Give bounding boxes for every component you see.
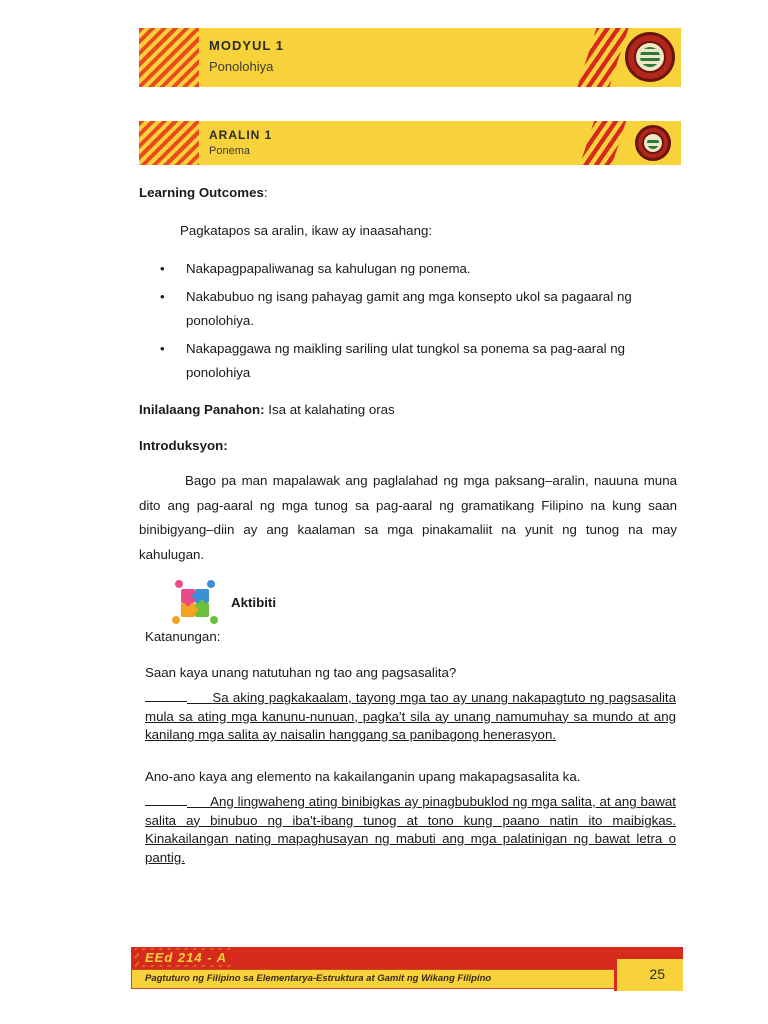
list-item: • Nakabubuo ng isang pahayag gamit ang mga konsepto ukol sa pagaaral ng ponolohiya. (160, 285, 678, 333)
introduksyon-heading: Introduksyon: (139, 438, 228, 453)
banner-red-stripes (578, 121, 628, 165)
question-1: Saan kaya unang natutuhan ng tao ang pagsasalita? (145, 665, 457, 680)
learning-outcomes-list (160, 257, 678, 389)
banner-red-stripes (575, 28, 630, 87)
learning-outcomes-heading (139, 183, 677, 202)
aralin-subtitle: Ponema (209, 145, 250, 157)
modyul-banner (139, 28, 681, 87)
puzzle-people-icon (170, 578, 220, 626)
learning-outcomes-label: Learning Outcomes (139, 185, 264, 200)
course-code: EEd 214 - A (139, 950, 233, 965)
page-footer (131, 947, 683, 992)
introduksyon-paragraph: Bago pa man mapalawak ang paglalahad ng mga paksang–aralin, nauuna muna dito ang pag-aaral ng mga tunog sa pag-aaral ng gramatikang Filipino na kung saan binibigyang–diin ay ang kaalaman sa mga pinakamaliit na yunit ng tunog na may kahulugan. (139, 473, 677, 562)
learning-outcomes-colon: : (263, 185, 268, 200)
modyul-subtitle: Ponolohiya (209, 59, 274, 74)
question-2: Ano-ano kaya ang elemento na kakailanganin upang makapagsasalita ka. (145, 769, 581, 784)
course-title: Pagtuturo ng Filipino sa Elementarya-Estruktura at Gamit ng Wikang Filipino (145, 973, 492, 984)
school-seal-icon (635, 125, 671, 161)
panahon-label: Inilalaang Panahon: (139, 402, 265, 417)
panahon-value: Isa at kalahating oras (264, 402, 395, 417)
page-number: 25 (649, 966, 665, 982)
school-seal-icon (625, 32, 675, 82)
answer-2-text: Ang lingwaheng ating binibigkas ay pinagbubuklod ng mga salita, at ang bawat salita ay binubuo ng iba't-ibang tunog at tono kung paano natin ito maibigkas. Kinakailangan nating mapaghusayan ng mabuti ang mga palatinigan ng bawat letra o pantig. (145, 794, 676, 865)
list-item: • Nakapagpapaliwanag sa kahulugan ng ponema. (160, 257, 678, 281)
katanungan-label: Katanungan: (145, 629, 221, 644)
inilalaang-panahon (139, 400, 677, 419)
aralin-banner (139, 121, 681, 165)
answer-indent-line (145, 805, 187, 806)
answer-1 (145, 689, 676, 745)
learning-outcomes-intro: Pagkatapos sa aralin, ikaw ay inaasahang: (180, 223, 433, 238)
answer-2 (145, 793, 676, 867)
list-item: • Nakapaggawa ng maikling sariling ulat tungkol sa ponema sa pag-aaral ng ponolohiya (160, 337, 678, 385)
answer-1-text: Sa aking pagkakaalam, tayong mga tao ay unang nakapagtuto ng pagsasalita mula sa ating mga kanunu-nunuan, pagka't sila ay unang namumuhay sa mundo at ang kanilang mga salita ay naisalin hanggang sa panibagong henerasyon. (145, 690, 676, 742)
aralin-title: ARALIN 1 (209, 128, 273, 142)
banner-stripes (139, 121, 199, 165)
modyul-title: MODYUL 1 (209, 38, 284, 53)
aktibiti-label: Aktibiti (231, 595, 277, 610)
answer-indent-line (145, 701, 187, 702)
banner-stripes (139, 28, 199, 87)
